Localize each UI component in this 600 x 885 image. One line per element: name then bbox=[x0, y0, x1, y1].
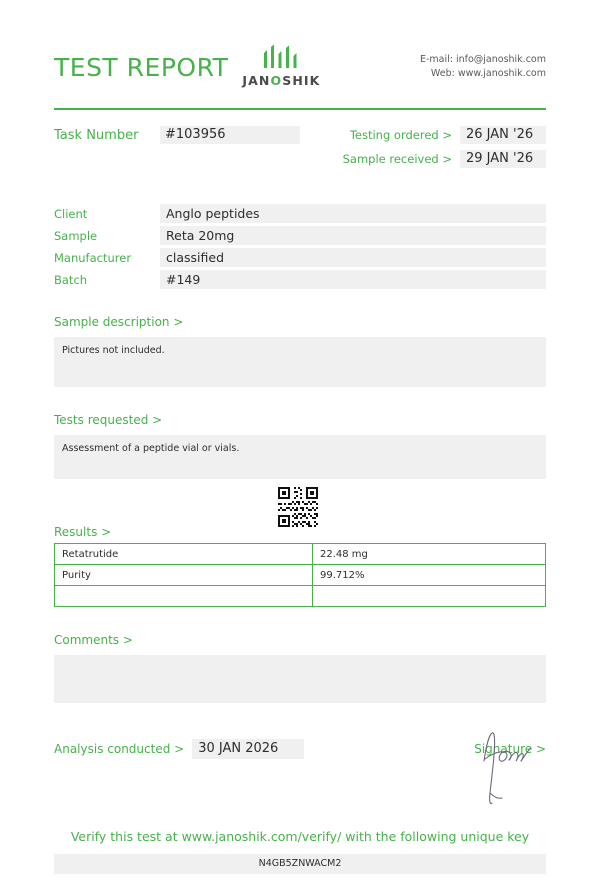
signature-image bbox=[476, 721, 536, 807]
batch-value: #149 bbox=[160, 270, 546, 289]
manufacturer-value: classified bbox=[160, 248, 546, 267]
testing-ordered-row bbox=[343, 126, 546, 144]
client-value: Anglo peptides bbox=[160, 204, 546, 223]
verify-text: Verify this test at www.janoshik.com/verify/ with the following unique key bbox=[70, 829, 530, 844]
qr-code-icon[interactable] bbox=[276, 485, 320, 529]
client-label: Client bbox=[54, 206, 88, 221]
testing-ordered-value: 26 JAN '26 bbox=[460, 126, 546, 144]
result-name bbox=[55, 586, 313, 607]
sample-received-row bbox=[343, 150, 546, 168]
results-table bbox=[54, 543, 546, 607]
janoshik-logo bbox=[242, 44, 320, 88]
contact-info bbox=[420, 53, 546, 81]
tests-requested-box: Assessment of a peptide vial or vials. bbox=[54, 435, 546, 479]
sample-label: Sample bbox=[54, 228, 98, 243]
table-row bbox=[55, 544, 546, 565]
info-row-client bbox=[54, 204, 546, 223]
task-row bbox=[54, 126, 546, 174]
results-header bbox=[54, 501, 546, 541]
info-row-sample bbox=[54, 226, 546, 245]
sample-description-box: Pictures not included. bbox=[54, 337, 546, 387]
info-row-batch bbox=[54, 270, 546, 289]
task-number-value: #103956 bbox=[160, 126, 300, 144]
info-row-manufacturer bbox=[54, 248, 546, 267]
analysis-conducted-value: 30 JAN 2026 bbox=[192, 739, 304, 759]
comments-title: Comments > bbox=[54, 633, 133, 647]
result-value: 22.48 mg bbox=[313, 544, 546, 565]
task-number-group bbox=[54, 126, 300, 144]
report-header bbox=[54, 0, 546, 98]
tests-requested-title: Tests requested > bbox=[54, 413, 163, 427]
sample-info-fields bbox=[54, 204, 546, 289]
table-row bbox=[55, 586, 546, 607]
table-row bbox=[55, 565, 546, 586]
batch-label: Batch bbox=[54, 272, 88, 287]
header-divider bbox=[54, 108, 546, 110]
analysis-row bbox=[54, 739, 546, 759]
unique-key-value: N4GB5ZNWACM2 bbox=[54, 854, 546, 874]
comments-box bbox=[54, 655, 546, 703]
result-value: 99.712% bbox=[313, 565, 546, 586]
task-number-label: Task Number bbox=[54, 127, 139, 143]
dates-group bbox=[343, 126, 546, 174]
results-title: Results > bbox=[54, 525, 112, 539]
manufacturer-label: Manufacturer bbox=[54, 250, 132, 265]
contact-web: Web: www.janoshik.com bbox=[430, 68, 546, 79]
sample-description-title: Sample description > bbox=[54, 315, 184, 329]
logo-mark-icon bbox=[260, 44, 302, 70]
sample-received-label: Sample received > bbox=[342, 152, 452, 166]
contact-email: E-mail: info@janoshik.com bbox=[419, 54, 546, 66]
logo-wordmark: JANOSHIK bbox=[242, 73, 321, 88]
analysis-conducted-label: Analysis conducted > bbox=[54, 742, 185, 756]
testing-ordered-label: Testing ordered > bbox=[349, 128, 452, 142]
result-name: Retatrutide bbox=[55, 544, 313, 565]
result-name: Purity bbox=[55, 565, 313, 586]
result-value bbox=[313, 586, 546, 607]
signature-label: Signature > bbox=[474, 742, 546, 756]
sample-received-value: 29 JAN '26 bbox=[460, 150, 546, 168]
page-title: TEST REPORT bbox=[54, 52, 229, 82]
sample-value: Reta 20mg bbox=[160, 226, 546, 245]
